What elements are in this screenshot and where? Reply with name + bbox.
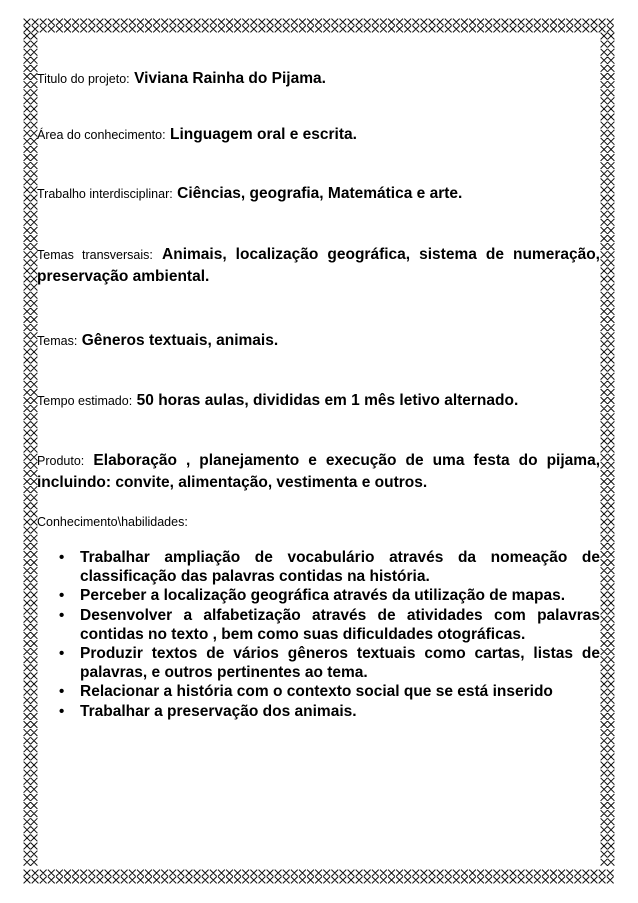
skills-list-item: • Relacionar a história com o contexto social que se está inserido: [80, 682, 600, 701]
field-conhecimento-habilidades: [37, 511, 600, 533]
field-value: Animais, localização geográfica, sistema de numeração, preservação ambiental.: [37, 246, 600, 285]
skills-list: [37, 548, 600, 721]
field-label: Área do conhecimento:: [37, 128, 166, 142]
field-titulo: [37, 68, 600, 90]
field-interdisciplinar: [37, 183, 600, 205]
skills-list-item: • Desenvolver a alfabetização através de atividades com palavras contidas no texto , bem como suas dificuldades otográficas.: [80, 606, 600, 644]
field-value: Elaboração , planejamento e execução de uma festa do pijama, incluindo: convite, alimentação, vestimenta e outros.: [37, 452, 600, 491]
skills-list-item: • Trabalhar ampliação de vocabulário através da nomeação de classificação das palavras contidas na história.: [80, 548, 600, 586]
field-value: 50 horas aulas, divididas em 1 mês letivo alternado.: [136, 392, 519, 409]
field-label: Temas:: [37, 334, 78, 348]
field-produto: [37, 450, 600, 493]
field-label: Titulo do projeto:: [37, 72, 130, 86]
field-label: Tempo estimado:: [37, 394, 133, 408]
field-value: Ciências, geografia, Matemática e arte.: [177, 185, 463, 202]
field-label: Temas transversais:: [37, 248, 153, 262]
field-label: Conhecimento\habilidades:: [37, 515, 188, 529]
field-value: Viviana Rainha do Pijama.: [134, 70, 326, 87]
skills-list-item: • Trabalhar a preservação dos animais.: [80, 702, 600, 721]
field-tempo-estimado: [37, 390, 600, 412]
skills-list-item: • Perceber a localização geográfica através da utilização de mapas.: [80, 586, 600, 605]
field-value: Linguagem oral e escrita.: [170, 126, 357, 143]
field-area: [37, 124, 600, 146]
field-label: Produto:: [37, 454, 85, 468]
skills-list-item: • Produzir textos de vários gêneros textuais como cartas, listas de palavras, e outros pertinentes ao tema.: [80, 644, 600, 682]
field-label: Trabalho interdisciplinar:: [37, 187, 173, 201]
field-value: Gêneros textuais, animais.: [81, 332, 279, 349]
field-temas-transversais: [37, 244, 600, 287]
field-temas: [37, 330, 600, 352]
